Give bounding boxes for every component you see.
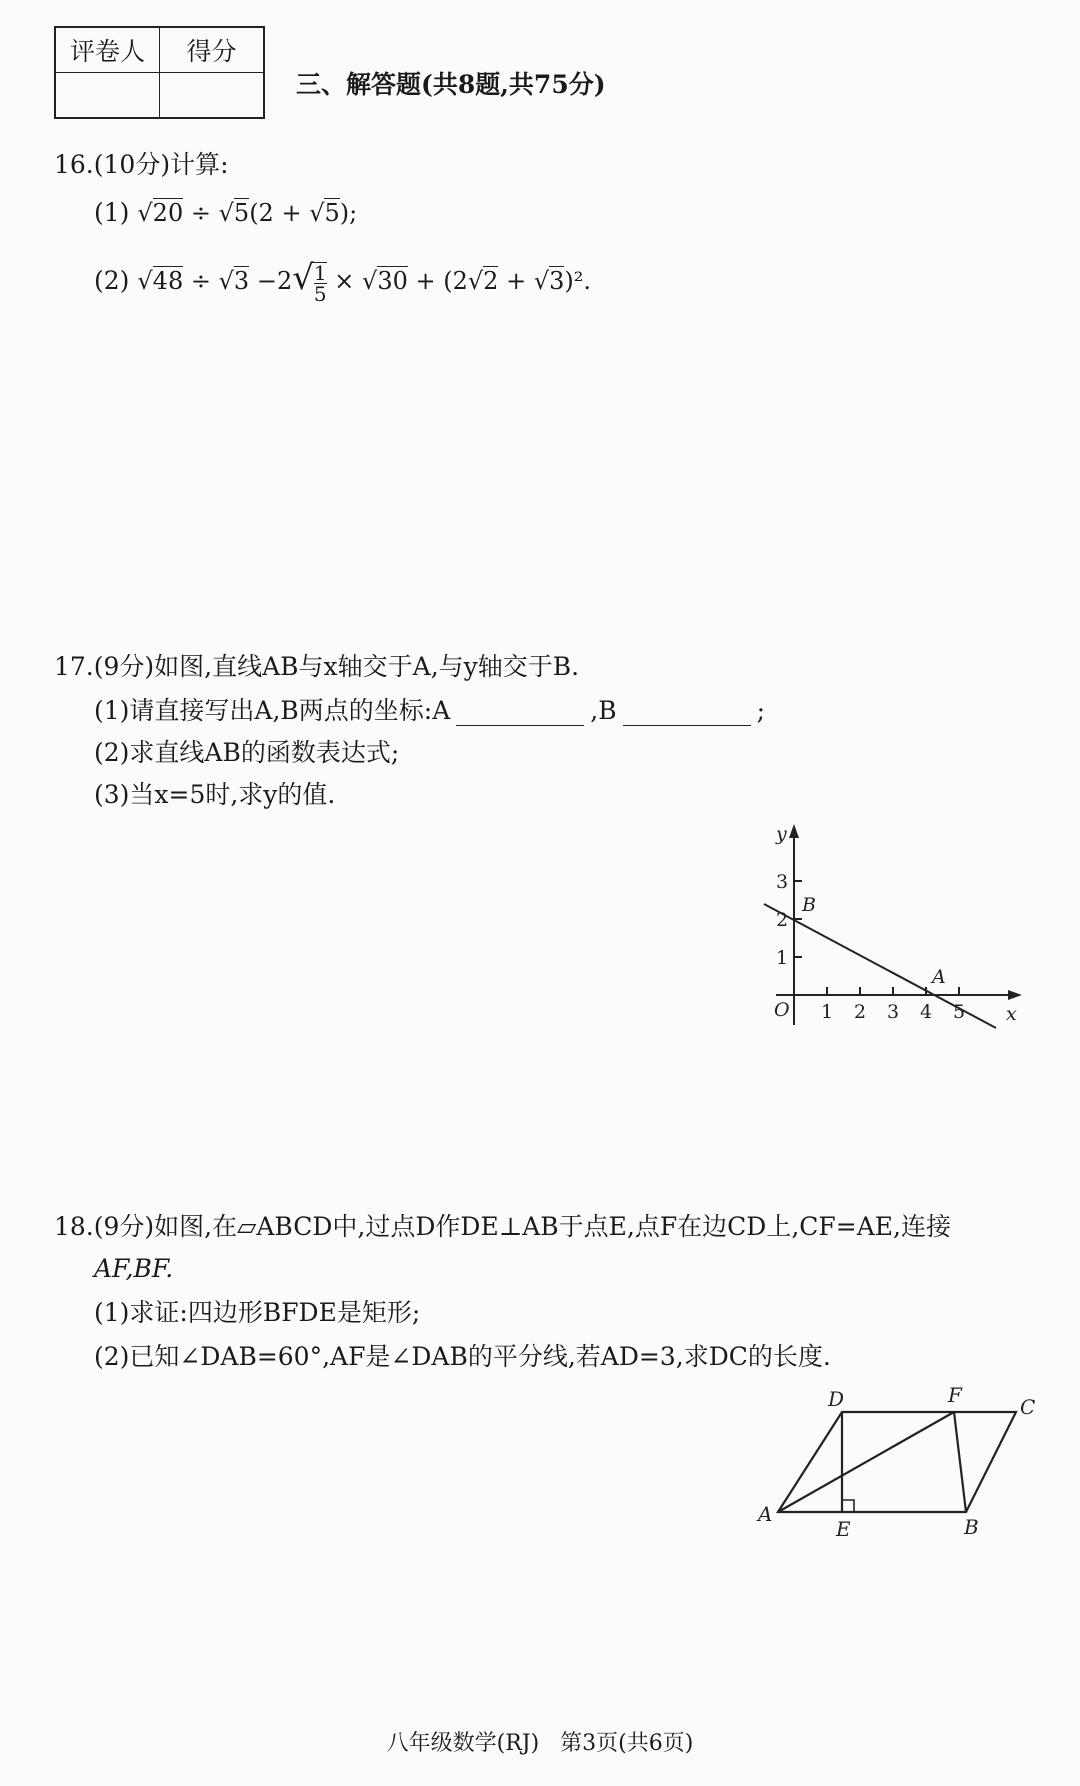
sqrt-symbol: √ [137, 267, 153, 295]
answer-blank-b[interactable] [623, 703, 751, 726]
parallelogram-abcd [778, 1412, 1016, 1512]
point-a-label: A [932, 966, 946, 988]
fraction [314, 262, 327, 304]
radicand-30: 30 [377, 267, 408, 295]
score-table-cell-grader [55, 73, 160, 119]
origin-label: O [774, 999, 790, 1021]
paren-close: ); [339, 199, 358, 227]
point-b-label: B [802, 894, 816, 916]
vertex-b-label: B [964, 1515, 979, 1539]
radicand-5b: 5 [324, 199, 340, 227]
sqrt-symbol: √ [218, 199, 234, 227]
q17-part1-text-b: ,B [590, 696, 617, 725]
sqrt-symbol: √ [218, 267, 234, 295]
operator-plus: + [498, 267, 534, 295]
x-axis-label: x [1006, 1003, 1017, 1025]
section-title: 三、解答题(共8题,共75分) [296, 70, 606, 99]
radicand-3b: 3 [549, 267, 565, 295]
q17-part2: (2)求直线AB的函数表达式; [94, 738, 400, 767]
q18-part2: (2)已知∠DAB=60°,AF是∠DAB的平分线,若AD=3,求DC的长度. [94, 1342, 831, 1371]
score-table-header-score: 得分 [160, 27, 265, 73]
y-axis-arrow-icon [789, 824, 799, 838]
q18-header: 18.(9分)如图,在▱ABCD中,过点D作DE⊥AB于点E,点F在边CD上,CF=AE,连接 [54, 1212, 951, 1241]
paren-open: (2 + [249, 199, 310, 227]
right-angle-mark [842, 1500, 854, 1512]
q16-part1-label: (1) [94, 198, 130, 227]
q16-part2-label: (2) [94, 266, 130, 295]
page-footer: 八年级数学(RJ) 第3页(共6页) [386, 1731, 694, 1756]
linear-function-graph [756, 820, 1026, 1040]
vertex-d-label: D [828, 1387, 845, 1411]
sqrt-symbol: √ [292, 258, 314, 298]
score-table [54, 26, 265, 119]
y-axis-label: y [776, 823, 787, 845]
q17-part1-end: ; [756, 696, 766, 725]
q17-header: 17.(9分)如图,直线AB与x轴交于A,与y轴交于B. [54, 652, 580, 681]
sqrt-symbol: √ [137, 199, 153, 227]
q16-part1-expr [137, 198, 357, 227]
sqrt-symbol: √ [309, 199, 325, 227]
q18-header-cont: AF,BF. [94, 1254, 174, 1283]
sqrt-symbol: √ [533, 267, 550, 295]
sqrt-symbol: √ [467, 267, 484, 295]
segment-af [778, 1412, 954, 1512]
y-tick-label-3: 3 [776, 871, 789, 893]
q16-part2-expr [137, 258, 592, 306]
radicand-3: 3 [233, 267, 250, 295]
fraction-denominator: 5 [313, 281, 327, 306]
radicand-5: 5 [233, 199, 250, 227]
radicand-48: 48 [152, 267, 184, 295]
q16-part1 [94, 198, 357, 228]
q18-part1: (1)求证:四边形BFDE是矩形; [94, 1298, 421, 1327]
x-axis-arrow-icon [1008, 990, 1022, 1000]
operator-div: ÷ [190, 199, 211, 227]
point-e-label: E [836, 1517, 851, 1541]
vertex-c-label: C [1020, 1395, 1036, 1419]
y-tick-label-2: 2 [776, 909, 789, 931]
radicand-20: 20 [152, 199, 184, 227]
x-tick-label-3: 3 [887, 1001, 900, 1023]
q17-part1-text-a: (1)请直接写出A,B两点的坐标:A [94, 696, 451, 725]
y-tick-label-1: 1 [776, 947, 789, 969]
q16-part2 [94, 258, 591, 304]
segment-bf [954, 1412, 966, 1512]
fraction-numerator: 1 [313, 260, 327, 285]
q16-header: 16.(10分)计算: [54, 150, 229, 179]
term-minus-2: −2 [256, 267, 293, 295]
x-tick-label-1: 1 [821, 1001, 834, 1023]
vertex-a-label: A [758, 1502, 773, 1526]
x-tick-label-2: 2 [854, 1001, 867, 1023]
sqrt-symbol: √ [362, 267, 378, 295]
score-table-header-grader: 评卷人 [55, 27, 160, 73]
x-tick-label-5: 5 [953, 1001, 966, 1023]
parallelogram-figure [754, 1384, 1044, 1544]
radicand-2: 2 [483, 267, 499, 295]
q17-part3: (3)当x=5时,求y的值. [94, 780, 336, 809]
paren-open: + (2 [415, 267, 468, 295]
score-table-cell-score [160, 73, 265, 119]
q17-part1 [94, 696, 765, 726]
operator-times: × [334, 267, 355, 295]
paren-close-squared: )². [564, 267, 592, 295]
point-f-label: F [948, 1384, 962, 1407]
operator-div: ÷ [190, 267, 211, 295]
x-tick-label-4: 4 [920, 1001, 933, 1023]
answer-blank-a[interactable] [456, 703, 584, 726]
